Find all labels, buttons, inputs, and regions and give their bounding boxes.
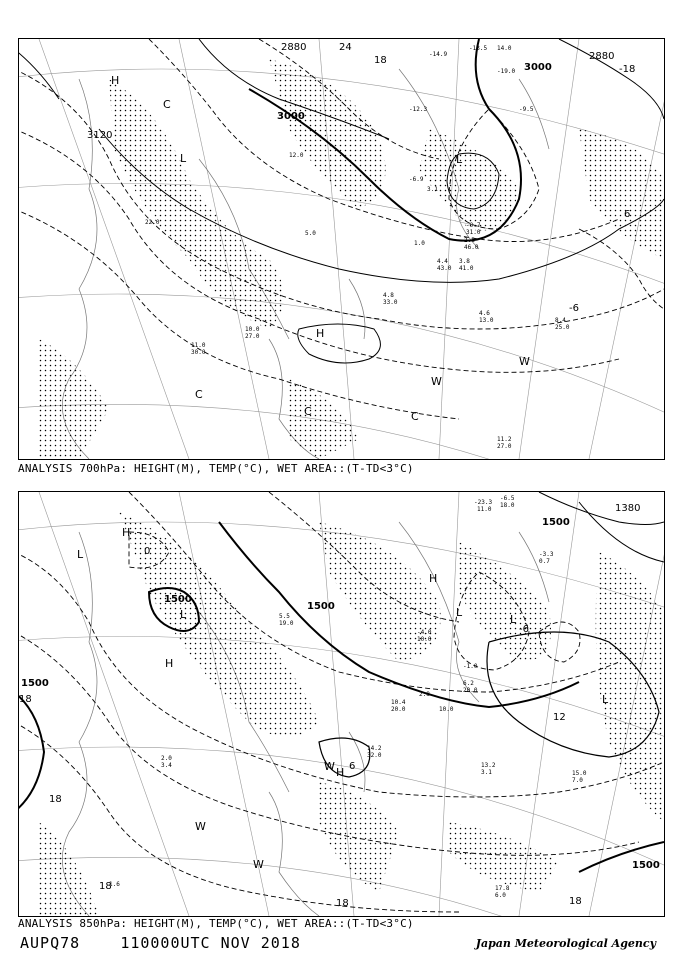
height-label: 1500 [21, 678, 49, 689]
station-value: 17.8 [495, 885, 510, 892]
height-label: 1500 [542, 517, 570, 528]
system-low: L [602, 693, 609, 706]
system-cold: C [411, 410, 419, 423]
station-value: 6.2 [463, 680, 474, 687]
station-value: 0.7 [539, 558, 550, 565]
isotherm-label: 0 [144, 546, 151, 557]
height-label: 3120 [87, 130, 113, 141]
isotherm-label: 18 [99, 881, 112, 892]
height-label: 1500 [632, 860, 660, 871]
station-value: 11.2 [497, 436, 512, 443]
station-value: -6.9 [409, 176, 424, 183]
station-value: 20.0 [391, 706, 406, 713]
station-value: -14.9 [429, 51, 448, 58]
system-high: H [316, 327, 325, 340]
system-low: L [456, 153, 463, 166]
station-value: -0.7 [466, 222, 481, 229]
station-value: 32.0 [367, 752, 382, 759]
system-low: L [77, 548, 84, 561]
system-warm: W [431, 375, 442, 388]
station-value: 2.8 [464, 237, 475, 244]
station-value: 11.0 [477, 506, 492, 513]
station-value: 14.0 [497, 45, 512, 52]
station-value: -1.0 [463, 663, 478, 670]
height-label: 3000 [524, 62, 552, 73]
chart-code: AUPQ78 [20, 934, 81, 952]
isotherm-label: 6 [624, 209, 631, 220]
isotherm-label: 6 [349, 761, 356, 772]
map-panel-700hpa [18, 38, 665, 460]
station-value: 4.6 [479, 310, 490, 317]
station-value: 3.4 [161, 762, 172, 769]
station-value: 5.5 [279, 613, 290, 620]
isotherm-label: 24 [339, 42, 352, 53]
station-value: 22.0 [145, 219, 160, 226]
map-700hpa-svg [19, 39, 664, 459]
station-value: -23.3 [474, 499, 493, 506]
map-850hpa-svg [19, 492, 664, 916]
station-value: 7.0 [572, 777, 583, 784]
system-high: H [165, 657, 174, 670]
agency-name: Japan Meteorological Agency [475, 937, 656, 950]
station-value: 5.0 [305, 230, 316, 237]
system-high: H [429, 572, 438, 585]
isotherm-label: -6 [569, 303, 579, 314]
station-value: 11.0 [191, 342, 206, 349]
isotherm-label: 18 [19, 694, 32, 705]
station-value: -19.0 [497, 68, 516, 75]
system-high: H [122, 526, 131, 539]
station-value: -4.0 [417, 629, 432, 636]
station-value: 15.0 [572, 770, 587, 777]
station-value: -13.5 [469, 45, 488, 52]
station-value: 14.2 [367, 745, 382, 752]
system-low: L [510, 613, 517, 626]
station-value: 25.0 [555, 324, 570, 331]
station-value: 4.4 [437, 258, 448, 265]
station-value: 18.0 [500, 502, 515, 509]
isotherm-label: 18 [569, 896, 582, 907]
station-value: 1.6 [109, 881, 120, 888]
height-label: 3000 [277, 111, 305, 122]
station-value: 30.0 [191, 349, 206, 356]
isotherm-label: -18 [619, 64, 636, 75]
station-value: 46.0 [464, 244, 479, 251]
system-warm: W [519, 355, 530, 368]
station-value: 1.0 [414, 240, 425, 247]
isotherm-label: 18 [374, 55, 387, 66]
station-value: 12.0 [289, 152, 304, 159]
system-low: L [456, 606, 463, 619]
height-label: 2880 [281, 42, 307, 53]
station-value: 6.0 [495, 892, 506, 899]
system-cold: C [163, 98, 171, 111]
valid-time: 110000UTC NOV 2018 [120, 934, 301, 952]
chart-identifier [20, 934, 301, 952]
station-value: 13.2 [481, 762, 496, 769]
height-label: 1380 [615, 503, 641, 514]
system-low: L [180, 608, 187, 621]
station-value: -12.3 [409, 106, 428, 113]
isotherm-label: -6 [519, 624, 529, 635]
isotherm-label: 12 [553, 712, 566, 723]
station-value: 3.1 [427, 186, 438, 193]
system-warm: W [324, 760, 335, 773]
height-label: 2880 [589, 51, 615, 62]
station-value: 27.0 [245, 333, 260, 340]
caption-850hpa: ANALYSIS 850hPa: HEIGHT(M), TEMP(°C), WET AREA::(T-TD<3°C) [18, 917, 414, 930]
system-high: H [111, 74, 120, 87]
station-value: 3.8 [459, 258, 470, 265]
station-value: 19.0 [279, 620, 294, 627]
system-warm: W [195, 820, 206, 833]
station-value: 2.8 [419, 691, 430, 698]
station-value: 31.0 [466, 229, 481, 236]
map-panel-850hpa [18, 491, 665, 917]
isotherm-label: 18 [49, 794, 62, 805]
station-value: -6.5 [500, 495, 515, 502]
station-value: 27.0 [497, 443, 512, 450]
station-value: 43.0 [437, 265, 452, 272]
station-value: 10.0 [417, 636, 432, 643]
system-cold: C [304, 405, 312, 418]
system-high: H [336, 766, 345, 779]
station-value: -9.5 [519, 106, 534, 113]
system-warm: W [253, 858, 264, 871]
station-value: -3.3 [539, 551, 554, 558]
system-cold: C [195, 388, 203, 401]
caption-700hpa: ANALYSIS 700hPa: HEIGHT(M), TEMP(°C), WET AREA::(T-TD<3°C) [18, 462, 414, 475]
height-label: 1500 [307, 601, 335, 612]
station-value: 41.0 [459, 265, 474, 272]
station-value: 33.0 [383, 299, 398, 306]
station-value: 2.0 [161, 755, 172, 762]
height-label: 1500 [164, 594, 192, 605]
station-value: 4.8 [383, 292, 394, 299]
station-value: 10.0 [439, 706, 454, 713]
station-value: 10.4 [391, 699, 406, 706]
station-value: 10.0 [245, 326, 260, 333]
station-value: 3.1 [481, 769, 492, 776]
wet-areas [39, 512, 664, 916]
wet-areas [39, 59, 664, 459]
station-value: 20.0 [463, 687, 478, 694]
station-value: 8.4 [555, 317, 566, 324]
isotherm-label: 18 [336, 898, 349, 909]
station-value: 13.0 [479, 317, 494, 324]
system-low: L [180, 152, 187, 165]
